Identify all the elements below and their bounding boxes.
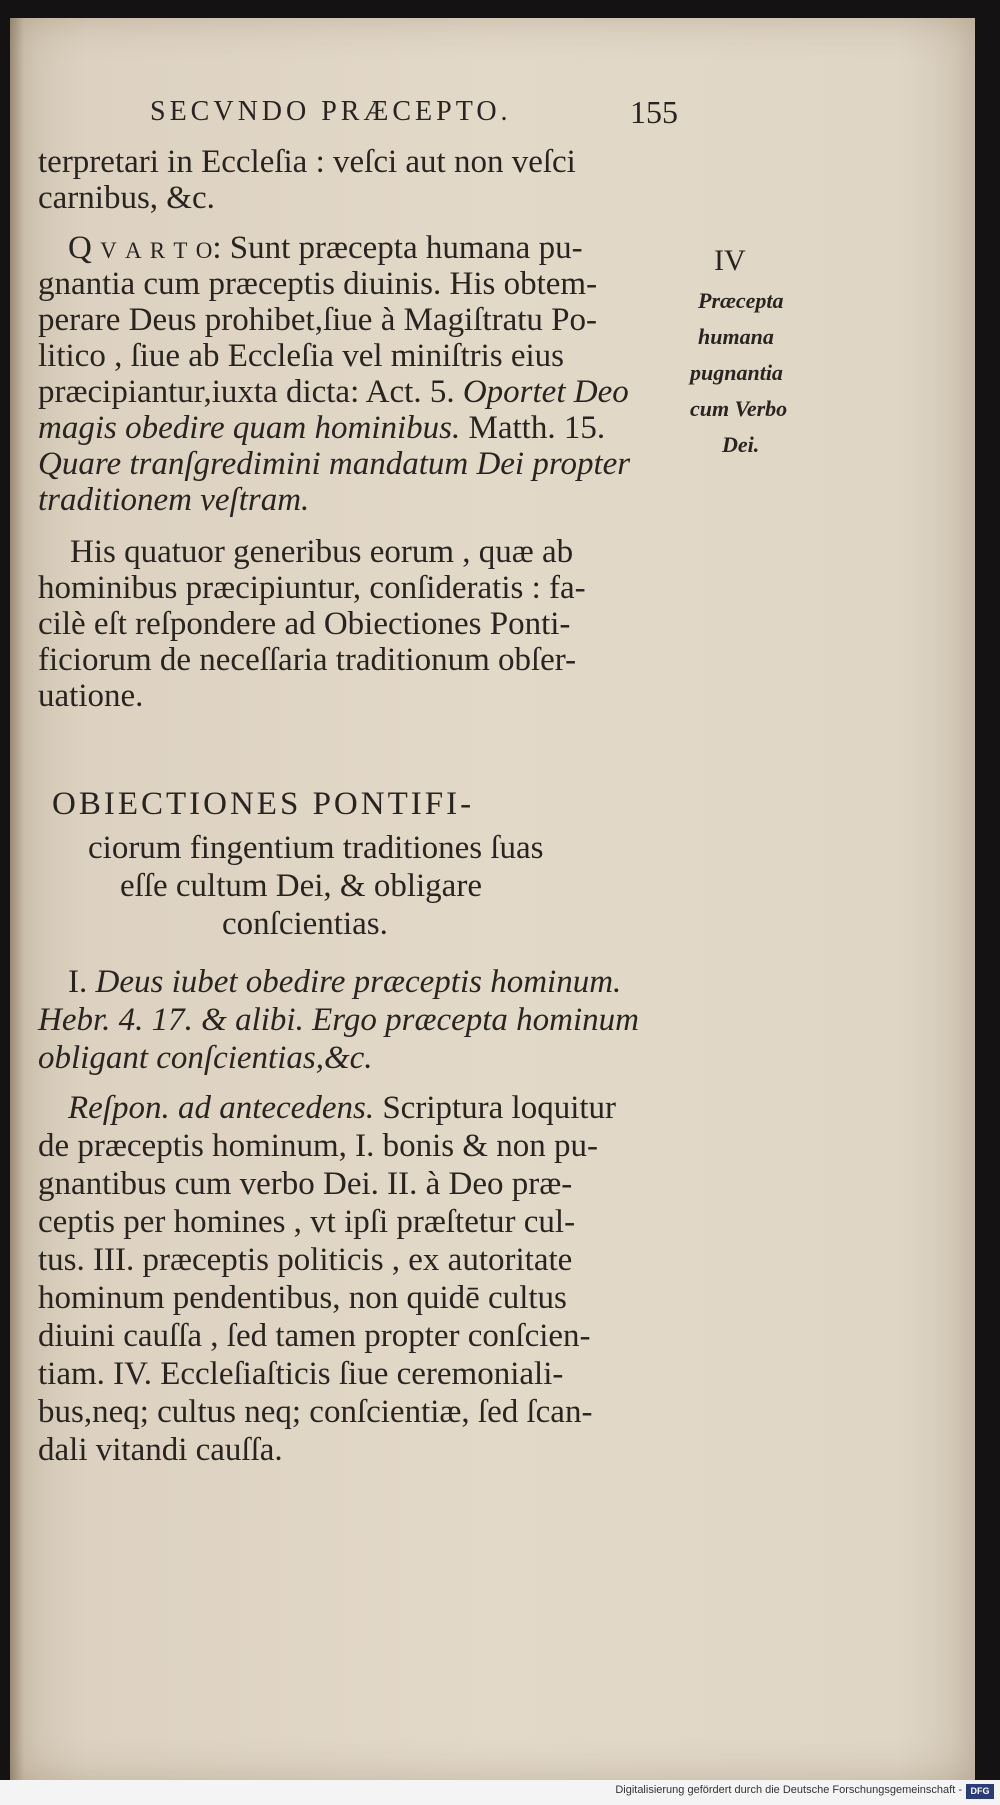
response-label: Reſpon. ad antecedens. [68,1090,375,1126]
footer-credit: Digitalisierung gefördert durch die Deutsche Forschungsgemeinschaft - [615,1784,962,1796]
text-line: Q v a r t o: Sunt præcepta humana pu- [68,230,583,266]
text-line: litico , ſiue ab Eccleſia vel miniſtris eius [38,338,565,374]
heading-line: ciorum fingentium traditiones ſuas [88,830,544,866]
response-line: de præceptis hominum, I. bonis & non pu- [38,1128,599,1164]
quotation: magis obedire quam hominibus. [38,410,461,446]
response-line: tiam. IV. Eccleſiaſticis ſiue ceremoniali- [38,1356,564,1392]
heading-line: OBIECTIONES PONTIFI- [52,786,475,822]
margin-note-line: pugnantia [690,360,783,385]
text-line: terpretari in Eccleſia : veſci aut non veſci [38,144,576,180]
objection-line: obligant conſcientias,&c. [38,1040,373,1076]
response-line: Reſpon. ad antecedens. Scriptura loquitur [68,1090,617,1126]
page-binding-shadow [10,18,24,1780]
heading-line: eſſe cultum Dei, & obligare [120,868,482,904]
running-head: SECVNDO PRÆCEPTO. [150,96,512,127]
text-line: præcipiantur,iuxta dicta: Act. 5. Oportet Deo [38,374,629,410]
margin-note-line: Dei. [722,432,760,457]
response-line: bus,neq; cultus neq; conſcientiæ, ſed ſcan- [38,1394,593,1430]
response-line: hominum pendentibus, non quidē cultus [38,1280,567,1316]
objection-line: Hebr. 4. 17. & alibi. Ergo præcepta hominum [38,1002,640,1038]
text-line: His quatuor generibus eorum , quæ ab [70,534,574,570]
response-line: diuini cauſſa , ſed tamen propter conſcien- [38,1318,591,1354]
text-line: ficiorum de neceſſaria traditionum obſer- [38,642,577,678]
digitization-footer [0,1780,1000,1805]
objection-number: I. [68,964,88,1000]
margin-note-line: humana [698,324,774,349]
dfg-logo: DFG [966,1784,994,1799]
quotation: Oportet Deo [462,374,629,410]
text-line: gnantia cum præceptis diuinis. His obtem- [38,266,598,302]
page-number: 155 [630,94,678,130]
text-line: carnibus, &c. [38,180,215,216]
text-line: magis obedire quam hominibus. Matth. 15. [38,410,606,446]
book-page [10,18,975,1780]
text-line: uatione. [38,678,144,714]
text-line: Quare tranſgredimini mandatum Dei propter [38,446,631,482]
margin-numeral: IV [714,244,746,277]
response-line: tus. III. præceptis politicis , ex autoritate [38,1242,573,1278]
heading-line: conſcientias. [222,906,388,942]
response-line: ceptis per homines , vt ipſi præſtetur cul- [38,1204,576,1240]
response-line: dali vitandi cauſſa. [38,1432,283,1468]
text-line: hominibus præcipiuntur, conſideratis : fa- [38,570,586,606]
response-line: gnantibus cum verbo Dei. II. à Deo præ- [38,1166,573,1202]
margin-note-line: cum Verbo [690,396,788,421]
text-line: perare Deus prohibet,ſiue à Magiſtratu Po- [38,302,597,338]
text-line: traditionem veſtram. [38,482,310,518]
margin-note-line: Præcepta [698,288,784,313]
objection-line: I. Deus iubet obedire præceptis hominum. [68,964,622,1000]
paragraph-lead: Q v a r t o [68,230,213,266]
text-line: cilè eſt reſpondere ad Obiectiones Ponti- [38,606,571,642]
